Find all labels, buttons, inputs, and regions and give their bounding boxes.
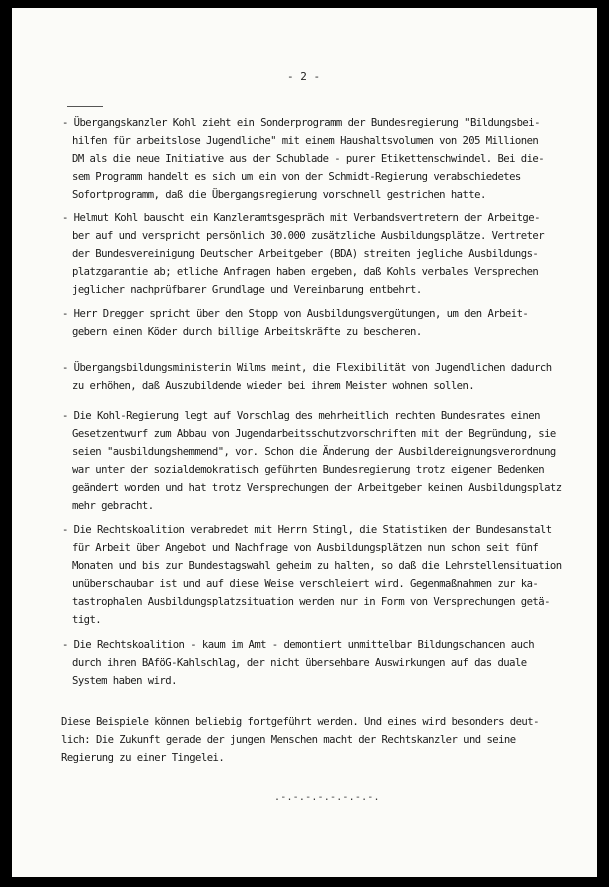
- text-line: platzgarantie ab; etliche Anfragen haben ergeben, daß Kohls verbales Versprechen: [72, 266, 539, 278]
- bullet-item: [62, 209, 544, 299]
- text-line: Sofortprogramm, daß die Übergangsregierung vorschnell gestrichen hatte.: [72, 189, 486, 201]
- text-line: lich: Die Zukunft gerade der jungen Menschen macht der Rechtskanzler und seine: [61, 734, 516, 746]
- text-line: Diese Beispiele können beliebig fortgeführt werden. Und eines wird besonders deut-: [61, 716, 539, 728]
- text-line: Gesetzentwurf zum Abbau von Jugendarbeitsschutzvorschriften mit der Begründung, sie: [72, 428, 556, 440]
- bullet-item: [62, 521, 562, 629]
- text-line: - Die Rechtskoalition verabredet mit Herrn Stingl, die Statistiken der Bundesanstalt: [62, 524, 552, 536]
- document-page: [12, 8, 597, 877]
- text-line: System haben wird.: [72, 675, 177, 687]
- text-line: unüberschaubar ist und auf diese Weise verschleiert wird. Gegenmaßnahmen zur ka-: [72, 578, 539, 590]
- text-line: - Übergangsbildungsministerin Wilms meint, die Flexibilität von Jugendlichen dadurch: [62, 362, 552, 374]
- end-mark: .-.-.-.-.-.-.-.-.: [274, 792, 380, 803]
- text-line: war unter der sozialdemokratisch geführten Bundesregierung trotz eigener Bedenken: [72, 464, 545, 476]
- bullet-item: [62, 359, 552, 395]
- text-line: Regierung zu einer Tingelei.: [61, 752, 225, 764]
- bullet-item: [62, 114, 544, 204]
- text-line: - Helmut Kohl bauscht ein Kanzleramtsgespräch mit Verbandsvertretern der Arbeitge-: [62, 212, 540, 224]
- text-line: DM als die neue Initiative aus der Schublade - purer Etikettenschwindel. Bei die-: [72, 153, 545, 165]
- text-line: durch ihren BAföG-Kahlschlag, der nicht übersehbare Auswirkungen auf das duale: [72, 657, 527, 669]
- text-line: - Die Rechtskoalition - kaum im Amt - demontiert unmittelbar Bildungschancen auch: [62, 639, 535, 651]
- text-line: geändert worden und hat trotz Versprechungen der Arbeitgeber keinen Ausbildungsplatz: [72, 482, 562, 494]
- text-line: - Herr Dregger spricht über den Stopp von Ausbildungsvergütungen, um den Arbeit-: [62, 308, 529, 320]
- text-line: tastrophalen Ausbildungsplatzsituation werden nur in Form von Versprechungen getä-: [72, 596, 550, 608]
- text-line: ber auf und verspricht persönlich 30.000 zusätzliche Ausbildungsplätze. Vertreter: [72, 230, 545, 242]
- text-line: tigt.: [72, 614, 102, 626]
- text-line: seien "ausbildungshemmend", vor. Schon die Änderung der Ausbildereignungsverordnung: [72, 446, 556, 458]
- text-line: hilfen für arbeitslose Jugendliche" mit einem Haushaltsvolumen von 205 Millionen: [72, 135, 539, 147]
- text-line: für Arbeit über Angebot und Nachfrage von Ausbildungsplätzen nun schon seit fünf: [72, 542, 539, 554]
- text-line: jeglicher nachprüfbarer Grundlage und Vereinbarung entbehrt.: [72, 284, 422, 296]
- bullet-item: [62, 636, 534, 690]
- bullet-item: [62, 305, 528, 341]
- text-line: sem Programm handelt es sich um ein von der Schmidt-Regierung verabschiedetes: [72, 171, 521, 183]
- text-line: gebern einen Köder durch billige Arbeitskräfte zu bescheren.: [72, 326, 422, 338]
- closing-paragraph: [61, 713, 539, 767]
- text-line: - Übergangskanzler Kohl zieht ein Sonderprogramm der Bundesregierung "Bildungsbei-: [62, 117, 540, 129]
- text-line: zu erhöhen, daß Auszubildende wieder bei ihrem Meister wohnen sollen.: [72, 380, 475, 392]
- text-line: Monaten und bis zur Bundestagswahl geheim zu halten, so daß die Lehrstellensituation: [72, 560, 562, 572]
- top-rule: [67, 106, 103, 107]
- text-line: - Die Kohl-Regierung legt auf Vorschlag des mehrheitlich rechten Bundesrates einen: [62, 410, 540, 422]
- page-number: - 2 -: [287, 70, 321, 83]
- bullet-item: [62, 407, 562, 515]
- text-line: mehr gebracht.: [72, 500, 154, 512]
- text-line: der Bundesvereinigung Deutscher Arbeitgeber (BDA) streiten jegliche Ausbildungs-: [72, 248, 539, 260]
